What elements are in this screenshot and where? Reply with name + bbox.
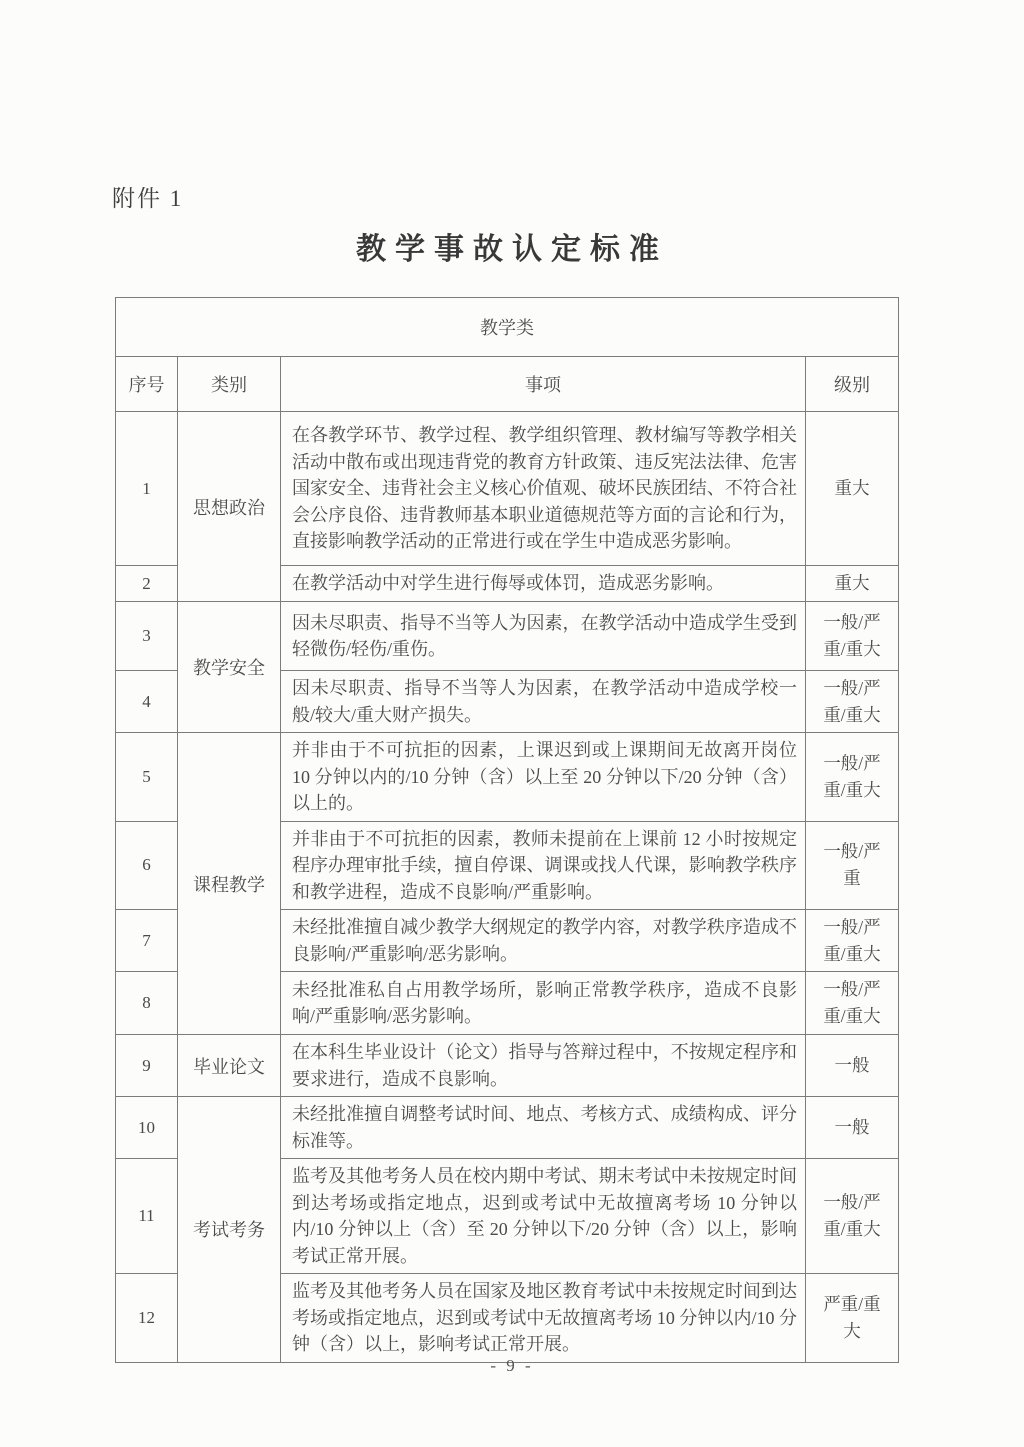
item-cell: 在各教学环节、教学过程、教学组织管理、教材编写等教学相关活动中散布或出现违背党的教育方针政策、违反宪法法律、危害国家安全、违背社会主义核心价值观、破坏民族团结、不符合社会公序良俗、违背教师基本职业道德规范等方面的言论和行为，直接影响教学活动的正常进行或在学生中造成恶劣影响。 bbox=[281, 412, 806, 566]
category-cell: 教学安全 bbox=[178, 602, 281, 733]
item-cell: 在教学活动中对学生进行侮辱或体罚，造成恶劣影响。 bbox=[281, 566, 806, 602]
table-row bbox=[116, 412, 899, 566]
table-group-header: 教学类 bbox=[116, 298, 899, 357]
row-no: 11 bbox=[116, 1159, 178, 1274]
column-header-no: 序号 bbox=[116, 357, 178, 412]
level-cell: 一般/严重/重大 bbox=[806, 602, 899, 671]
item-cell: 未经批准擅自调整考试时间、地点、考核方式、成绩构成、评分标准等。 bbox=[281, 1097, 806, 1159]
row-no: 10 bbox=[116, 1097, 178, 1159]
row-no: 6 bbox=[116, 821, 178, 910]
row-no: 1 bbox=[116, 412, 178, 566]
category-cell: 思想政治 bbox=[178, 412, 281, 602]
table-header-row bbox=[116, 357, 899, 412]
column-header-item: 事项 bbox=[281, 357, 806, 412]
row-no: 8 bbox=[116, 972, 178, 1035]
column-header-category: 类别 bbox=[178, 357, 281, 412]
page-title: 教学事故认定标准 bbox=[356, 233, 668, 266]
item-cell: 监考及其他考务人员在校内期中考试、期末考试中未按规定时间到达考场或指定地点，迟到或考试中无故擅离考场 10 分钟以内/10 分钟以上（含）至 20 分钟以下/20 分钟（含）以上，影响考试正常开展。 bbox=[281, 1159, 806, 1274]
level-cell: 一般/严重/重大 bbox=[806, 1159, 899, 1274]
table-row bbox=[116, 733, 899, 822]
category-cell: 考试考务 bbox=[178, 1097, 281, 1363]
item-cell: 未经批准擅自减少教学大纲规定的教学内容，对教学秩序造成不良影响/严重影响/恶劣影响。 bbox=[281, 910, 806, 972]
attachment-label: 附件 1 bbox=[112, 186, 184, 211]
category-cell: 毕业论文 bbox=[178, 1035, 281, 1097]
level-cell: 一般/严重/重大 bbox=[806, 671, 899, 733]
item-cell: 在本科生毕业设计（论文）指导与答辩过程中，不按规定程序和要求进行，造成不良影响。 bbox=[281, 1035, 806, 1097]
level-cell: 严重/重大 bbox=[806, 1274, 899, 1363]
page-number: - 9 - bbox=[490, 1356, 534, 1375]
level-cell: 一般 bbox=[806, 1035, 899, 1097]
item-cell: 因未尽职责、指导不当等人为因素，在教学活动中造成学校一般/较大/重大财产损失。 bbox=[281, 671, 806, 733]
level-cell: 重大 bbox=[806, 566, 899, 602]
row-no: 3 bbox=[116, 602, 178, 671]
column-header-level: 级别 bbox=[806, 357, 899, 412]
level-cell: 一般 bbox=[806, 1097, 899, 1159]
table-row bbox=[116, 602, 899, 671]
table-row bbox=[116, 1097, 899, 1159]
row-no: 5 bbox=[116, 733, 178, 822]
table-group-header-row bbox=[116, 298, 899, 357]
item-cell: 并非由于不可抗拒的因素，教师未提前在上课前 12 小时按规定程序办理审批手续，擅自停课、调课或找人代课，影响教学秩序和教学进程，造成不良影响/严重影响。 bbox=[281, 821, 806, 910]
level-cell: 重大 bbox=[806, 412, 899, 566]
standards-table bbox=[115, 297, 899, 1363]
row-no: 4 bbox=[116, 671, 178, 733]
row-no: 12 bbox=[116, 1274, 178, 1363]
item-cell: 未经批准私自占用教学场所，影响正常教学秩序，造成不良影响/严重影响/恶劣影响。 bbox=[281, 972, 806, 1035]
category-cell: 课程教学 bbox=[178, 733, 281, 1035]
item-cell: 监考及其他考务人员在国家及地区教育考试中未按规定时间到达考场或指定地点，迟到或考试中无故擅离考场 10 分钟以内/10 分钟（含）以上，影响考试正常开展。 bbox=[281, 1274, 806, 1363]
item-cell: 因未尽职责、指导不当等人为因素，在教学活动中造成学生受到轻微伤/轻伤/重伤。 bbox=[281, 602, 806, 671]
row-no: 9 bbox=[116, 1035, 178, 1097]
level-cell: 一般/严重/重大 bbox=[806, 910, 899, 972]
level-cell: 一般/严重/重大 bbox=[806, 733, 899, 822]
table-row bbox=[116, 1035, 899, 1097]
level-cell: 一般/严重/重大 bbox=[806, 972, 899, 1035]
item-cell: 并非由于不可抗拒的因素，上课迟到或上课期间无故离开岗位 10 分钟以内的/10 分钟（含）以上至 20 分钟以下/20 分钟（含）以上的。 bbox=[281, 733, 806, 822]
level-cell: 一般/严重 bbox=[806, 821, 899, 910]
row-no: 2 bbox=[116, 566, 178, 602]
row-no: 7 bbox=[116, 910, 178, 972]
